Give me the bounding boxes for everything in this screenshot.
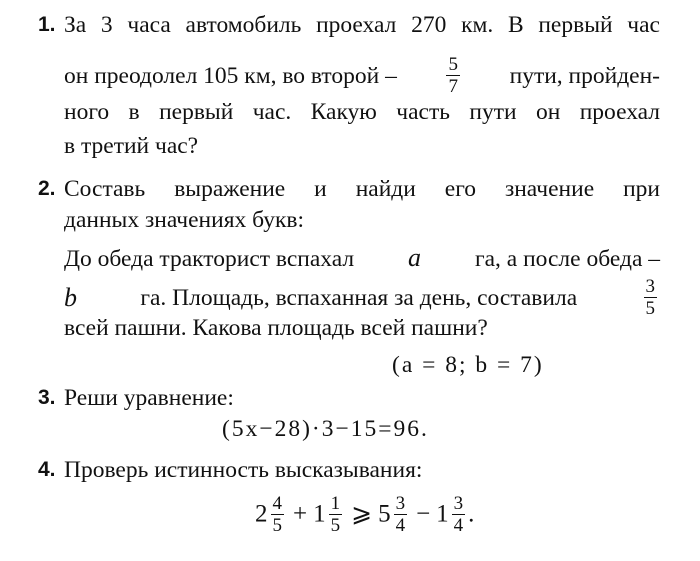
fraction-numerator: 3 [645,276,655,297]
mixed-number-1-fraction [271,494,285,535]
problem-2-line-3-end: га, а после обеда – [474,246,660,272]
problem-2-line-3 [64,243,660,274]
problem-1-number: 1. [38,13,56,36]
mixed-number-2-fraction [329,494,343,535]
problem-2-values: (a = 8; b = 7) [392,352,544,378]
problem-1-line-1: За 3 часа автомобиль проехал 270 км. В первый час [64,12,660,38]
fraction-3-5 [644,277,658,318]
period: . [468,500,475,528]
problem-2-line-2: данных значениях букв: [64,207,304,233]
problem-4-number: 4. [38,458,56,481]
problem-4-line-1: Проверь истинность высказывания: [64,457,423,483]
fraction-numerator: 1 [330,493,341,514]
fraction-denominator: 4 [453,515,464,536]
mixed-number-3-whole: 5 [378,500,391,528]
problem-2-line-5: всей пашни. Какова площадь всей пашни? [64,315,488,341]
variable-b: b [64,282,77,312]
plus-operator: + [293,500,308,528]
fraction-numerator: 5 [448,54,458,75]
fraction-denominator: 5 [330,515,341,536]
fraction-numerator: 3 [453,493,464,514]
problem-1-line-4: в третий час? [64,133,199,159]
problem-3-line-1: Реши уравнение: [64,385,234,411]
problem-2-line-1: Составь выражение и найди его значение при [64,176,660,202]
problem-4-inequality [255,494,474,535]
problem-2-line-4-text: га. Площадь, вспаханная за день, составила [140,284,578,311]
fraction-5-7 [446,55,460,96]
variable-a: a [408,243,422,272]
mixed-number-2-whole: 1 [313,500,326,528]
problem-2-line-4 [64,277,660,318]
problem-1-line-3: ного в первый час. Какую часть пути он проехал [64,99,660,125]
fraction-numerator: 3 [395,493,406,514]
problem-2-number: 2. [38,177,56,200]
problem-2-line-3-start: До обеда тракторист вспахал [64,246,355,272]
mixed-number-4-whole: 1 [436,500,449,528]
fraction-numerator: 4 [272,493,282,514]
fraction-denominator: 7 [448,76,458,97]
problem-1-line-2-start: он преодолел 105 км, во второй – [64,62,397,89]
mixed-number-4-fraction [452,494,466,535]
problem-3-number: 3. [38,386,56,409]
fraction-denominator: 5 [272,515,282,536]
problem-3-equation: (5x−28)·3−15=96. [222,416,429,442]
greater-or-equal-operator: ⩾ [351,500,373,528]
problem-1-line-2-end: пути, пройден- [509,62,660,89]
mixed-number-1-whole: 2 [255,500,268,528]
problem-1-line-2 [64,55,660,96]
mixed-number-3-fraction [394,494,408,535]
minus-operator: − [416,500,431,528]
fraction-denominator: 4 [395,515,406,536]
fraction-denominator: 5 [645,298,655,319]
